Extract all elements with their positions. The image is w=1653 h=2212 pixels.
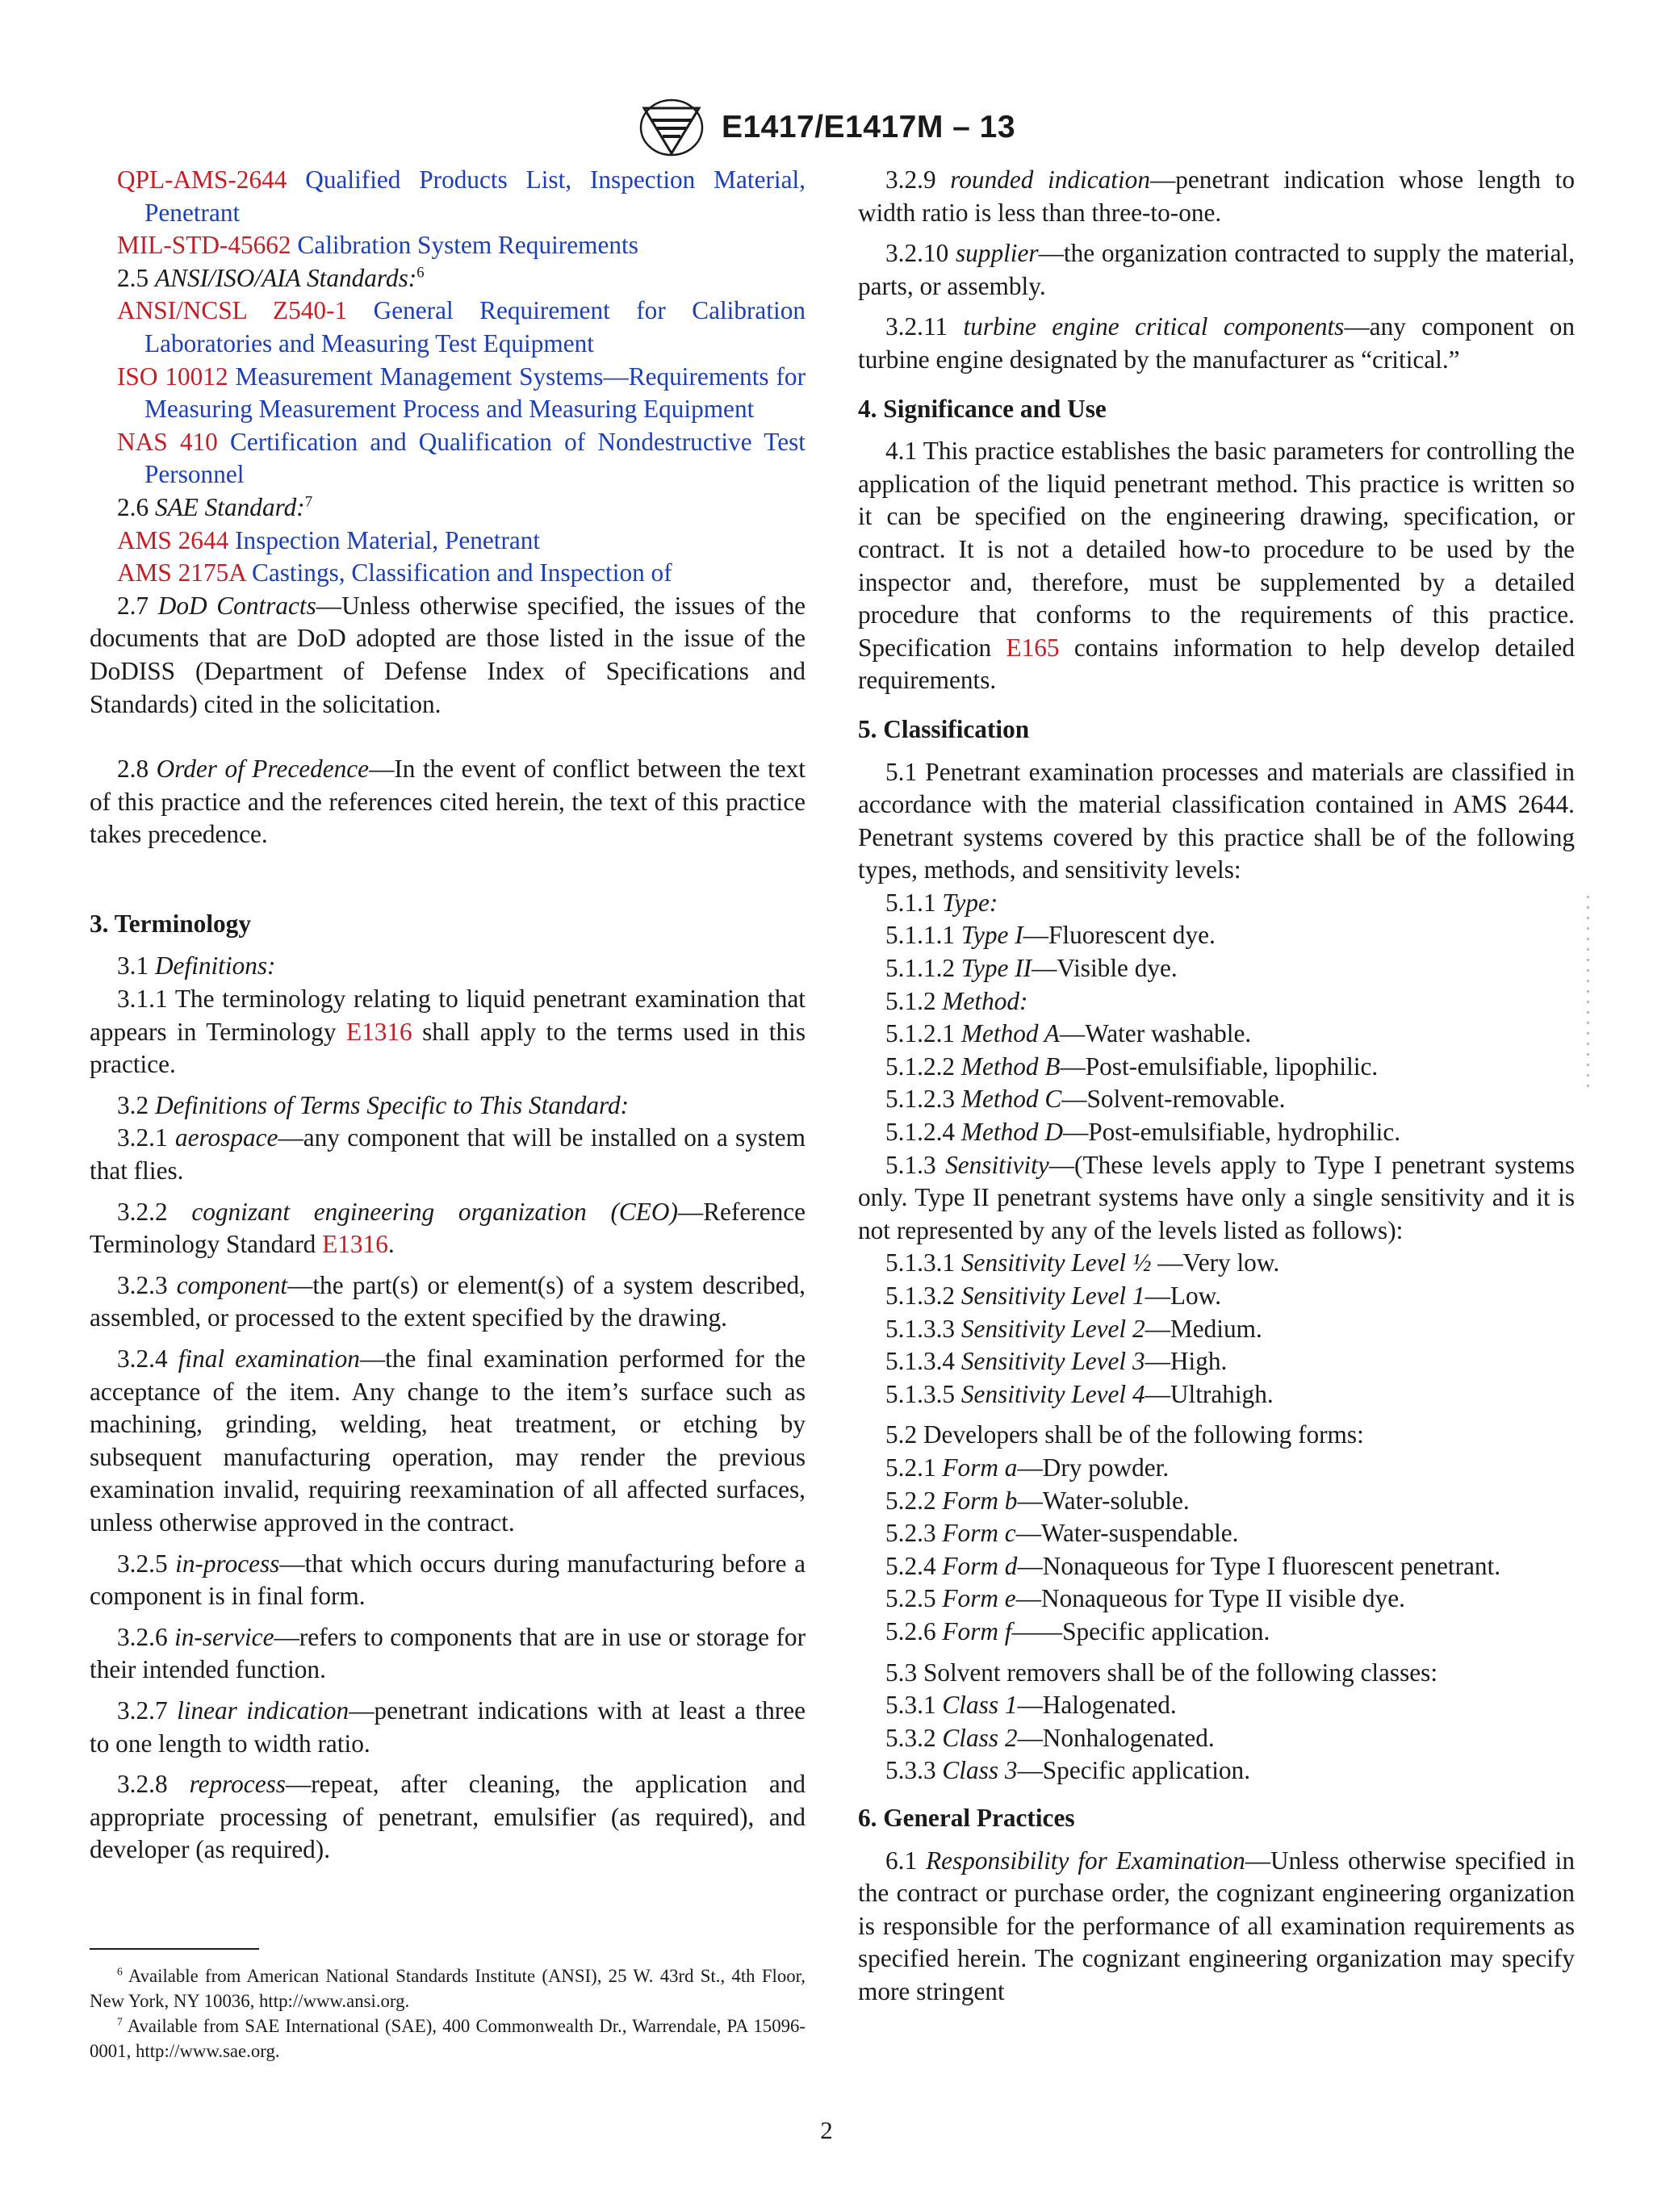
section-5-1-3-1: 5.1.3.1 Sensitivity Level ½ —Very low.: [885, 1248, 1280, 1277]
section-3-1-1: 3.1.1 The terminology relating to liquid penetrant examination that appears in Terminology E1316 shall apply to the terms used in this practice.: [90, 985, 806, 1079]
reference-mil-std-45662: [90, 229, 806, 262]
reference-iso-10012: [90, 361, 806, 426]
section-2-8: 2.8 Order of Precedence—In the event of conflict between the text of this practice and the references cited herein, the text of this practice takes precedence.: [90, 755, 806, 849]
section-5-1-1-1: 5.1.1.1 Type I—Fluorescent dye.: [885, 921, 1216, 950]
section-5-1-3-3: 5.1.3.3 Sensitivity Level 2—Medium.: [885, 1314, 1262, 1343]
section-3-2-8: 3.2.8 reprocess—repeat, after cleaning, the application and appropriate processing of penetrant, emulsifier (as required), and developer (as required).: [90, 1770, 806, 1864]
section-3-2-7: 3.2.7 linear indication—penetrant indications with at least a three to one length to width ratio.: [90, 1696, 806, 1758]
section-5-2-6: 5.2.6 Form f——Specific application.: [885, 1616, 1270, 1645]
left-column: [90, 164, 806, 1867]
reference-title[interactable]: General Requirement for Calibration Laboratories and Measuring Test Equipment: [144, 296, 806, 358]
link-e165[interactable]: E165: [1006, 633, 1060, 662]
page-header: [0, 97, 1653, 158]
section-heading-general-practices: 6. General Practices: [858, 1803, 1075, 1832]
section-5-2-3: 5.2.3 Form c—Water-suspendable.: [885, 1519, 1239, 1548]
link-e1316[interactable]: E1316: [322, 1230, 388, 1259]
page-number: 2: [820, 2116, 833, 2144]
reference-title[interactable]: Calibration System Requirements: [297, 231, 638, 260]
right-column: [858, 164, 1575, 2008]
reference-title[interactable]: Qualified Products List, Inspection Material, Penetrant: [144, 165, 806, 227]
reference-ams-2175a: [90, 557, 806, 590]
section-3-2-3: 3.2.3 component—the part(s) or element(s) of a system described, assembled, or processed to the extent specified by the drawing.: [90, 1270, 806, 1332]
reference-code[interactable]: AMS 2175A: [117, 558, 246, 587]
section-5-1-2-2: 5.1.2.2 Method B—Post-emulsifiable, lipophilic.: [885, 1052, 1379, 1081]
section-3-2-2: 3.2.2 cognizant engineering organization (CEO)—Reference Terminology Standard E1316.: [90, 1197, 806, 1259]
section-3-1: 3.1 Definitions:: [117, 951, 276, 981]
section-5-3-2: 5.3.2 Class 2—Nonhalogenated.: [885, 1723, 1215, 1752]
section-5-1-3-2: 5.1.3.2 Sensitivity Level 1—Low.: [885, 1282, 1222, 1310]
footnote-divider: [90, 1948, 259, 1950]
section-heading-significance: 4. Significance and Use: [858, 394, 1107, 423]
footnote-ref-6[interactable]: 6: [416, 264, 425, 282]
section-5-1-1: 5.1.1 Type:: [885, 888, 998, 917]
reference-title[interactable]: Certification and Qualification of Nondestructive Test Personnel: [144, 427, 806, 489]
section-5-1-1-2: 5.1.1.2 Type II—Visible dye.: [885, 954, 1178, 983]
section-5-1-2-1: 5.1.2.1 Method A—Water washable.: [885, 1019, 1252, 1048]
document-id: E1417/E1417M – 13: [721, 110, 1016, 144]
section-3-2-6: 3.2.6 in-service—refers to components that are in use or storage for their intended function.: [90, 1622, 806, 1684]
reference-nas-410: [90, 426, 806, 491]
section-3-2-9: 3.2.9 rounded indication—penetrant indication whose length to width ratio is less than three-to-one.: [858, 165, 1575, 227]
reference-code[interactable]: ANSI/NCSL Z540-1: [117, 296, 348, 325]
section-6-1: 6.1 Responsibility for Examination—Unless otherwise specified in the contract or purchase order, the cognizant engineering organization is responsible for the performance of all examination requirements as specified herein. The cognizant engineering organization may specify more stringent: [858, 1846, 1575, 2005]
section-5-2: 5.2 Developers shall be of the following forms:: [885, 1420, 1364, 1449]
section-4-1: 4.1 This practice establishes the basic parameters for controlling the application of the liquid penetrant method. This practice is written so it can be specified on the engineering drawing, specification, or contract. It is not a detailed how-to procedure to be used by the inspector and, therefore, must be supplemented by a detailed procedure that conforms to the requirements of this practice. Specification E165 contains information to help develop detailed requirements.: [858, 437, 1575, 695]
reference-ams-2644: [90, 525, 806, 558]
reference-code[interactable]: QPL-AMS-2644: [117, 165, 287, 194]
section-5-1-2-3: 5.1.2.3 Method C—Solvent-removable.: [885, 1085, 1286, 1114]
astm-logo-icon: [638, 97, 705, 158]
margin-marks: [1587, 896, 1589, 1089]
section-3-2-11: 3.2.11 turbine engine critical components—any component on turbine engine designated by the manufacturer as “critical.”: [858, 312, 1575, 374]
footnote-7: $^7$ Available from SAE International (SAE), 400 Commonwealth Dr., Warrendale, PA 15096-0001, http://www.sae.org.: [90, 2015, 806, 2061]
reference-title[interactable]: Inspection Material, Penetrant: [235, 525, 541, 554]
section-heading-classification: 5. Classification: [858, 714, 1030, 743]
section-2-7: 2.7 DoD Contracts—Unless otherwise specified, the issues of the documents that are DoD adopted are those listed in the issue of the DoDISS (Department of Defense Index of Specifications and Standards) cited in the solicitation.: [90, 591, 806, 718]
reference-code[interactable]: MIL-STD-45662: [117, 231, 291, 260]
footnotes: [90, 1963, 806, 2064]
section-2-6: 2.6 SAE Standard:$^7$: [117, 492, 313, 521]
reference-title[interactable]: Measurement Management Systems—Requirements for Measuring Measurement Process and Measuring Equipment: [144, 362, 806, 424]
section-3-2-5: 3.2.5 in-process—that which occurs during manufacturing before a component is in final form.: [90, 1549, 806, 1611]
section-5-2-1: 5.2.1 Form a—Dry powder.: [885, 1453, 1170, 1482]
section-3-2-1: 3.2.1 aerospace—any component that will be installed on a system that flies.: [90, 1123, 806, 1185]
section-5-1: 5.1 Penetrant examination processes and materials are classified in accordance with the material classification contained in AMS 2644. Penetrant systems covered by this practice shall be of the following types, methods, and sensitivity levels:: [858, 757, 1575, 884]
reference-title[interactable]: Castings, Classification and Inspection of: [251, 558, 672, 587]
reference-code[interactable]: AMS 2644: [117, 525, 229, 554]
section-5-1-3: 5.1.3 Sensitivity—(These levels apply to Type I penetrant systems only. Type II penetrant systems have only a single sensitivity and it is not represented by any of the levels listed as follows):: [858, 1150, 1575, 1244]
section-5-1-3-5: 5.1.3.5 Sensitivity Level 4—Ultrahigh.: [885, 1379, 1274, 1408]
section-3-2-10: 3.2.10 supplier—the organization contracted to supply the material, parts, or assembly.: [858, 239, 1576, 300]
section-5-3-3: 5.3.3 Class 3—Specific application.: [885, 1756, 1251, 1785]
reference-ansi-ncsl: [90, 295, 806, 360]
link-e1316[interactable]: E1316: [345, 1017, 412, 1046]
section-5-2-5: 5.2.5 Form e—Nonaqueous for Type II visible dye.: [885, 1584, 1405, 1613]
reference-code[interactable]: ISO 10012: [117, 362, 228, 391]
footnote-6: $^6$ Available from American National Standards Institute (ANSI), 25 W. 43rd St., 4th Floor, New York, NY 10036, http://www.ansi.org.: [90, 1965, 806, 2011]
reference-code[interactable]: NAS 410: [117, 427, 218, 456]
section-5-1-2: 5.1.2 Method:: [885, 986, 1028, 1015]
section-5-1-3-4: 5.1.3.4 Sensitivity Level 3—High.: [885, 1347, 1228, 1376]
section-5-3-1: 5.3.1 Class 1—Halogenated.: [885, 1691, 1177, 1720]
section-5-2-2: 5.2.2 Form b—Water-soluble.: [885, 1486, 1190, 1515]
section-5-3: 5.3 Solvent removers shall be of the following classes:: [885, 1658, 1438, 1687]
section-5-1-2-4: 5.1.2.4 Method D—Post-emulsifiable, hydrophilic.: [885, 1118, 1401, 1147]
section-3-2: 3.2 Definitions of Terms Specific to This Standard:: [117, 1090, 630, 1119]
reference-qpl-ams-2644: [90, 164, 806, 229]
section-3-2-4: 3.2.4 final examination—the final examination performed for the acceptance of the item. Any change to the item’s surface such as machining, grinding, welding, heat treatment, or etching by subsequent manufacturing operation, may render the previous examination invalid, requiring reexamination of all affected surfaces, unless otherwise approved in the contract.: [90, 1344, 806, 1537]
section-2-5: 2.5 ANSI/ISO/AIA Standards:$^6$: [117, 263, 425, 292]
footnote-ref-7[interactable]: 7: [304, 493, 313, 511]
section-5-2-4: 5.2.4 Form d—Nonaqueous for Type I fluorescent penetrant.: [885, 1551, 1501, 1580]
section-heading-terminology: 3. Terminology: [90, 909, 251, 938]
